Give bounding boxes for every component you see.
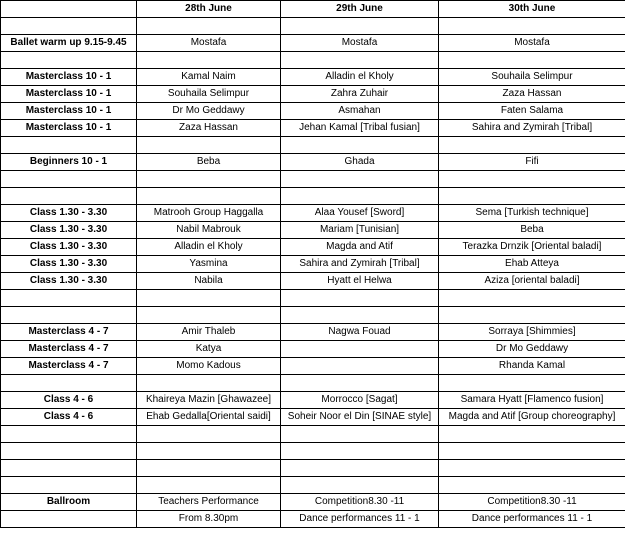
cell-session-label xyxy=(1,171,137,188)
cell-day3 xyxy=(439,290,625,307)
cell-session-label: Class 1.30 - 3.30 xyxy=(1,222,137,239)
cell-day3 xyxy=(439,18,625,35)
cell-session-label xyxy=(1,443,137,460)
cell-day3: Competition8.30 -11 xyxy=(439,494,625,511)
schedule-row xyxy=(1,171,625,188)
cell-day3 xyxy=(439,307,625,324)
cell-session-label: Class 4 - 6 xyxy=(1,409,137,426)
cell-day1: Nabil Mabrouk xyxy=(137,222,281,239)
schedule-row xyxy=(1,86,625,103)
cell-day3: Souhaila Selimpur xyxy=(439,69,625,86)
cell-day2: Mostafa xyxy=(281,35,439,52)
cell-session-label: Masterclass 4 - 7 xyxy=(1,324,137,341)
schedule-row xyxy=(1,375,625,392)
cell-day2 xyxy=(281,52,439,69)
schedule-row xyxy=(1,324,625,341)
schedule-row xyxy=(1,290,625,307)
cell-day1 xyxy=(137,375,281,392)
cell-session-label xyxy=(1,477,137,494)
cell-day1: Katya xyxy=(137,341,281,358)
schedule-row xyxy=(1,358,625,375)
cell-day3 xyxy=(439,477,625,494)
header-row xyxy=(1,1,625,18)
cell-day2 xyxy=(281,375,439,392)
schedule-row xyxy=(1,103,625,120)
cell-session-label xyxy=(1,426,137,443)
cell-session-label xyxy=(1,375,137,392)
cell-day2 xyxy=(281,18,439,35)
cell-day3 xyxy=(439,443,625,460)
header-cell-29th-june: 29th June xyxy=(281,1,439,18)
cell-day1 xyxy=(137,443,281,460)
cell-day1: Alladin el Kholy xyxy=(137,239,281,256)
cell-day1 xyxy=(137,18,281,35)
cell-day2 xyxy=(281,171,439,188)
cell-day2: Alaa Yousef [Sword] xyxy=(281,205,439,222)
cell-session-label: Class 1.30 - 3.30 xyxy=(1,239,137,256)
schedule-body xyxy=(1,1,625,528)
cell-day2: Soheir Noor el Din [SINAE style] xyxy=(281,409,439,426)
cell-day1: Ehab Gedalla[Oriental saidi] xyxy=(137,409,281,426)
cell-day3: Sema [Turkish technique] xyxy=(439,205,625,222)
schedule-row xyxy=(1,137,625,154)
cell-day2 xyxy=(281,290,439,307)
cell-day2: Mariam [Tunisian] xyxy=(281,222,439,239)
cell-day1 xyxy=(137,171,281,188)
cell-session-label: Class 1.30 - 3.30 xyxy=(1,205,137,222)
cell-day3: Beba xyxy=(439,222,625,239)
cell-day1: Mostafa xyxy=(137,35,281,52)
cell-session-label: Class 1.30 - 3.30 xyxy=(1,256,137,273)
cell-day3 xyxy=(439,52,625,69)
cell-day2 xyxy=(281,188,439,205)
schedule-row xyxy=(1,52,625,69)
schedule-row xyxy=(1,409,625,426)
cell-day3: Sahira and Zymirah [Tribal] xyxy=(439,120,625,137)
cell-session-label: Class 1.30 - 3.30 xyxy=(1,273,137,290)
cell-day3 xyxy=(439,375,625,392)
cell-day1 xyxy=(137,307,281,324)
cell-day2: Hyatt el Helwa xyxy=(281,273,439,290)
cell-day3: Fifi xyxy=(439,154,625,171)
cell-day1: Momo Kadous xyxy=(137,358,281,375)
cell-day2: Jehan Kamal [Tribal fusian] xyxy=(281,120,439,137)
schedule-row xyxy=(1,154,625,171)
cell-session-label: Masterclass 10 - 1 xyxy=(1,86,137,103)
cell-day1: Beba xyxy=(137,154,281,171)
cell-session-label xyxy=(1,137,137,154)
cell-day3: Sorraya [Shimmies] xyxy=(439,324,625,341)
schedule-row xyxy=(1,307,625,324)
schedule-row xyxy=(1,222,625,239)
cell-day1: Dr Mo Geddawy xyxy=(137,103,281,120)
schedule-row xyxy=(1,205,625,222)
cell-day1: Matrooh Group Haggalla xyxy=(137,205,281,222)
cell-day1: Yasmina xyxy=(137,256,281,273)
cell-day1 xyxy=(137,290,281,307)
cell-session-label: Ballroom xyxy=(1,494,137,511)
cell-day2: Morrocco [Sagat] xyxy=(281,392,439,409)
header-cell-corner xyxy=(1,1,137,18)
schedule-row xyxy=(1,188,625,205)
cell-day2 xyxy=(281,477,439,494)
schedule-row xyxy=(1,477,625,494)
cell-day2: Magda and Atif xyxy=(281,239,439,256)
cell-day3: Zaza Hassan xyxy=(439,86,625,103)
cell-day1 xyxy=(137,477,281,494)
cell-day3: Terazka Drnzik [Oriental baladi] xyxy=(439,239,625,256)
cell-day3: Rhanda Kamal xyxy=(439,358,625,375)
cell-day1: Amir Thaleb xyxy=(137,324,281,341)
cell-day1 xyxy=(137,52,281,69)
cell-session-label xyxy=(1,511,137,528)
cell-session-label: Ballet warm up 9.15-9.45 xyxy=(1,35,137,52)
cell-day2: Dance performances 11 - 1 xyxy=(281,511,439,528)
cell-day3 xyxy=(439,426,625,443)
cell-session-label: Class 4 - 6 xyxy=(1,392,137,409)
cell-day2 xyxy=(281,341,439,358)
cell-day3: Magda and Atif [Group choreography] xyxy=(439,409,625,426)
cell-session-label: Masterclass 10 - 1 xyxy=(1,120,137,137)
cell-day3: Dance performances 11 - 1 xyxy=(439,511,625,528)
schedule-row xyxy=(1,239,625,256)
cell-session-label xyxy=(1,52,137,69)
cell-session-label: Masterclass 4 - 7 xyxy=(1,358,137,375)
header-cell-28th-june: 28th June xyxy=(137,1,281,18)
cell-day1 xyxy=(137,137,281,154)
cell-day1 xyxy=(137,426,281,443)
cell-day3: Samara Hyatt [Flamenco fusion] xyxy=(439,392,625,409)
cell-day2: Zahra Zuhair xyxy=(281,86,439,103)
cell-session-label: Masterclass 10 - 1 xyxy=(1,69,137,86)
cell-day3 xyxy=(439,460,625,477)
cell-day2: Sahira and Zymirah [Tribal] xyxy=(281,256,439,273)
cell-day1 xyxy=(137,460,281,477)
cell-day2 xyxy=(281,426,439,443)
cell-session-label xyxy=(1,307,137,324)
cell-day3: Ehab Atteya xyxy=(439,256,625,273)
schedule-row xyxy=(1,273,625,290)
cell-day2: Asmahan xyxy=(281,103,439,120)
cell-day3: Mostafa xyxy=(439,35,625,52)
schedule-row xyxy=(1,426,625,443)
cell-day2 xyxy=(281,137,439,154)
cell-session-label xyxy=(1,188,137,205)
cell-session-label: Masterclass 4 - 7 xyxy=(1,341,137,358)
cell-day1: Teachers Performance xyxy=(137,494,281,511)
schedule-row xyxy=(1,18,625,35)
cell-day3: Faten Salama xyxy=(439,103,625,120)
cell-day1 xyxy=(137,188,281,205)
cell-day2: Alladin el Kholy xyxy=(281,69,439,86)
cell-day1: Zaza Hassan xyxy=(137,120,281,137)
cell-day2: Nagwa Fouad xyxy=(281,324,439,341)
cell-session-label xyxy=(1,290,137,307)
cell-day2 xyxy=(281,307,439,324)
schedule-row xyxy=(1,35,625,52)
schedule-row xyxy=(1,341,625,358)
cell-day3 xyxy=(439,171,625,188)
schedule-row xyxy=(1,120,625,137)
schedule-row xyxy=(1,69,625,86)
cell-day3: Aziza [oriental baladi] xyxy=(439,273,625,290)
cell-session-label: Beginners 10 - 1 xyxy=(1,154,137,171)
schedule-row xyxy=(1,460,625,477)
cell-day2 xyxy=(281,460,439,477)
cell-day2: Competition8.30 -11 xyxy=(281,494,439,511)
cell-session-label: Masterclass 10 - 1 xyxy=(1,103,137,120)
cell-day1: From 8.30pm xyxy=(137,511,281,528)
cell-day1: Kamal Naim xyxy=(137,69,281,86)
schedule-row xyxy=(1,443,625,460)
schedule-row xyxy=(1,256,625,273)
cell-day1: Souhaila Selimpur xyxy=(137,86,281,103)
schedule-row xyxy=(1,392,625,409)
cell-day3 xyxy=(439,188,625,205)
cell-day2 xyxy=(281,358,439,375)
cell-day3: Dr Mo Geddawy xyxy=(439,341,625,358)
cell-session-label xyxy=(1,18,137,35)
cell-session-label xyxy=(1,460,137,477)
cell-day2 xyxy=(281,443,439,460)
schedule-row xyxy=(1,494,625,511)
header-cell-30th-june: 30th June xyxy=(439,1,625,18)
cell-day1: Khaireya Mazin [Ghawazee] xyxy=(137,392,281,409)
cell-day2: Ghada xyxy=(281,154,439,171)
cell-day1: Nabila xyxy=(137,273,281,290)
schedule-row xyxy=(1,511,625,528)
cell-day3 xyxy=(439,137,625,154)
